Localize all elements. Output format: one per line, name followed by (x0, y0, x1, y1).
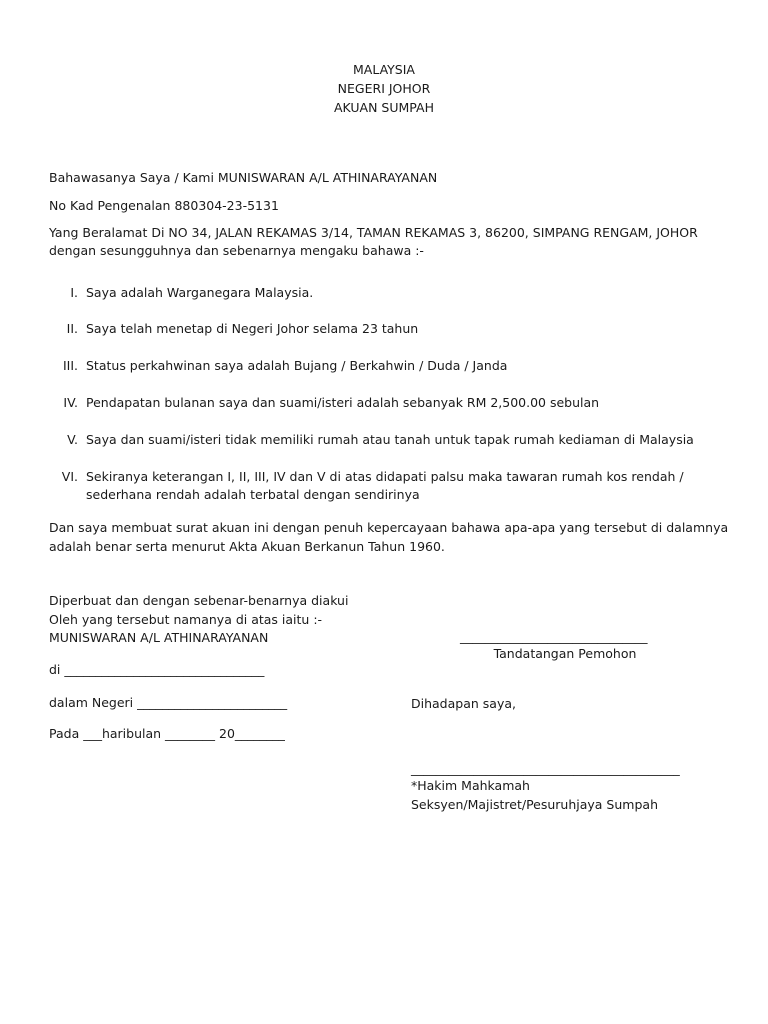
ic-number-line: No Kad Pengenalan 880304-23-5131 (49, 198, 279, 213)
document-header (0, 61, 768, 118)
list-item-text: Pendapatan bulanan saya dan suami/isteri adalah sebanyak RM 2,500.00 sebulan (86, 395, 600, 410)
state-heading: NEGERI JOHOR (337, 81, 431, 96)
list-item-number: IV. (63, 395, 78, 410)
list-item-text: Status perkahwinan saya adalah Bujang / Berkahwin / Duda / Janda (86, 358, 508, 373)
list-item-number: I. (70, 285, 78, 300)
list-item-text: Saya adalah Warganegara Malaysia. (86, 285, 314, 300)
list-item-number: V. (67, 432, 78, 447)
list-item-number: II. (66, 321, 78, 336)
list-item-text: Saya telah menetap di Negeri Johor selama 23 tahun (86, 321, 419, 336)
address-line: Yang Beralamat Di NO 34, JALAN REKAMAS 3/14, TAMAN REKAMAS 3, 86200, SIMPANG RENGAM, JOHOR (49, 225, 698, 240)
document-title: AKUAN SUMPAH (334, 100, 434, 115)
list-item-text: Saya dan suami/isteri tidak memiliki rumah atau tanah untuk tapak rumah kediaman di Malaysia (86, 432, 694, 447)
location-field: di ________________________________ (49, 662, 265, 677)
before-me-label: Dihadapan saya, (411, 696, 516, 711)
attestation-line-1: Diperbuat dan dengan sebenar-benarnya diakui (49, 593, 349, 608)
declaration-line: dengan sesungguhnya dan sebenarnya mengaku bahawa :- (49, 243, 424, 258)
attestation-name: MUNISWARAN A/L ATHINARAYANAN (49, 630, 269, 645)
country-heading: MALAYSIA (353, 62, 415, 77)
list-item-number: III. (62, 358, 78, 373)
declarant-line: Bahawasanya Saya / Kami MUNISWARAN A/L ATHINARAYANAN (49, 170, 438, 185)
officer-signature-line: ___________________________________________ (411, 761, 680, 776)
applicant-signature-label: Tandatangan Pemohon (493, 646, 637, 661)
list-item-text: Sekiranya keterangan I, II, III, IV dan V di atas didapati palsu maka tawaran rumah kos rendah / sederhana rendah adalah terbatal dengan sendirinya (86, 469, 684, 502)
closing-line-1: Dan saya membuat surat akuan ini dengan penuh kepercayaan bahawa apa-apa yang tersebut di dalamnya (49, 520, 729, 535)
applicant-signature-line: ______________________________ (460, 629, 648, 644)
date-field: Pada ___haribulan ________ 20________ (49, 726, 285, 741)
state-field: dalam Negeri ________________________ (49, 695, 288, 710)
officer-title-2: Seksyen/Majistret/Pesuruhjaya Sumpah (411, 797, 658, 812)
attestation-line-2: Oleh yang tersebut namanya di atas iaitu :- (49, 612, 323, 627)
closing-line-2: adalah benar serta menurut Akta Akuan Berkanun Tahun 1960. (49, 539, 445, 554)
officer-title-1: *Hakim Mahkamah (411, 778, 530, 793)
list-item-number: VI. (61, 469, 78, 484)
